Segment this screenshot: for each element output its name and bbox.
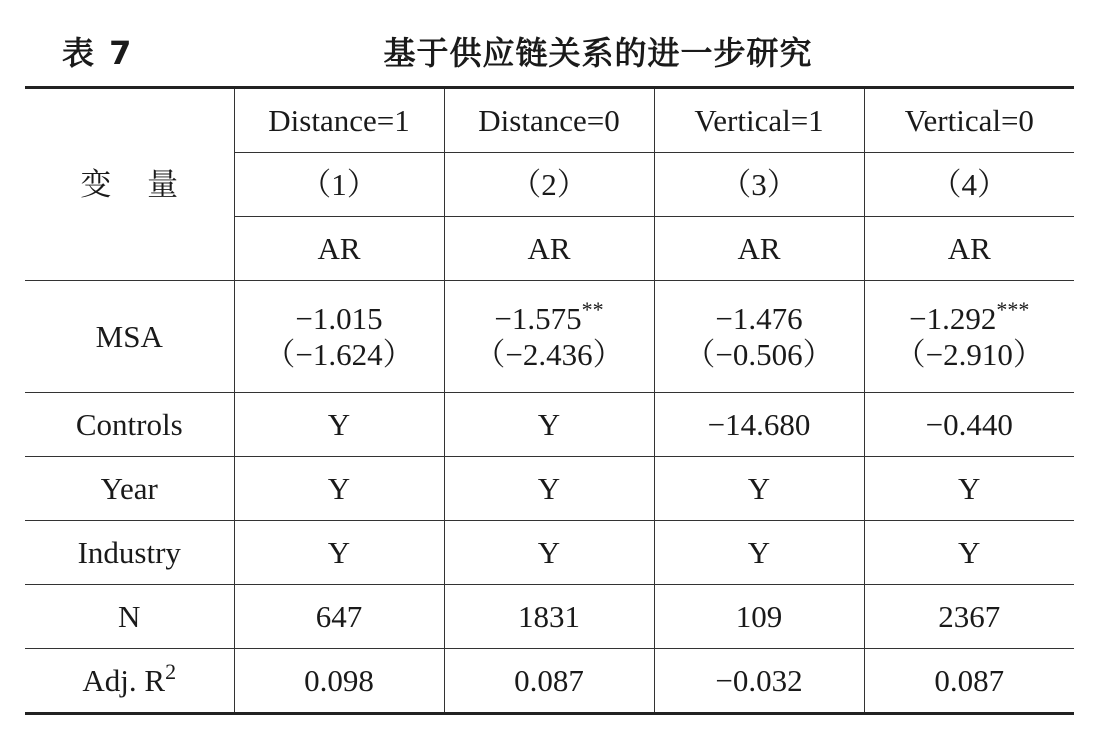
- row-label-year: Year: [25, 457, 234, 521]
- industry-cell-2: Y: [444, 521, 654, 585]
- msa-cell-1: [234, 281, 444, 393]
- model-number-3: （3）: [654, 153, 864, 217]
- row-label-msa: MSA: [25, 281, 234, 393]
- table-row-industry: [25, 521, 1074, 585]
- n-cell-4: 2367: [864, 585, 1074, 649]
- msa-coef-value-4: −1.292: [909, 300, 997, 336]
- group-header-2: Distance=0: [444, 88, 654, 153]
- adjr2-label-sup: 2: [165, 658, 177, 684]
- industry-cell-3: Y: [654, 521, 864, 585]
- group-header-4: Vertical=0: [864, 88, 1074, 153]
- group-header-3: Vertical=1: [654, 88, 864, 153]
- year-cell-4: Y: [864, 457, 1074, 521]
- table-caption: [0, 20, 1106, 80]
- table-title: 基于供应链关系的进一步研究: [383, 34, 813, 72]
- msa-coef-1: [235, 301, 444, 337]
- msa-coef-value-1: −1.015: [295, 300, 383, 336]
- msa-stars-4: ***: [996, 296, 1030, 322]
- regression-table: [25, 86, 1074, 715]
- year-cell-1: Y: [234, 457, 444, 521]
- adjr2-cell-3: −0.032: [654, 649, 864, 714]
- msa-coef-3: [655, 301, 864, 337]
- industry-cell-1: Y: [234, 521, 444, 585]
- year-cell-3: Y: [654, 457, 864, 521]
- year-cell-2: Y: [444, 457, 654, 521]
- row-label-n: N: [25, 585, 234, 649]
- table-row-controls: [25, 393, 1074, 457]
- model-number-1: （1）: [234, 153, 444, 217]
- table-number: 表 7: [62, 34, 134, 72]
- controls-cell-4: −0.440: [864, 393, 1074, 457]
- table-row-msa: [25, 281, 1074, 393]
- header-row-groups: [25, 88, 1074, 153]
- controls-cell-1: Y: [234, 393, 444, 457]
- n-cell-3: 109: [654, 585, 864, 649]
- model-number-2: （2）: [444, 153, 654, 217]
- msa-tstat-3: （−0.506）: [684, 336, 834, 372]
- controls-cell-3: −14.680: [654, 393, 864, 457]
- msa-coef-4: [865, 296, 1075, 337]
- dependent-var-2: AR: [444, 217, 654, 281]
- table-row-year: [25, 457, 1074, 521]
- controls-cell-2: Y: [444, 393, 654, 457]
- group-header-1: Distance=1: [234, 88, 444, 153]
- msa-tstat-1: （−1.624）: [264, 336, 414, 372]
- msa-stars-2: **: [581, 296, 604, 322]
- adjr2-cell-2: 0.087: [444, 649, 654, 714]
- table-row-n: [25, 585, 1074, 649]
- row-label-adjr2: [25, 649, 234, 714]
- row-label-industry: Industry: [25, 521, 234, 585]
- adjr2-label-text: Adj. R: [82, 662, 166, 698]
- msa-cell-4: [864, 281, 1074, 393]
- msa-tstat-2: （−2.436）: [474, 336, 624, 372]
- dependent-var-1: AR: [234, 217, 444, 281]
- dependent-var-3: AR: [654, 217, 864, 281]
- dependent-var-4: AR: [864, 217, 1074, 281]
- variable-header: [25, 88, 234, 281]
- msa-coef-value-3: −1.476: [715, 300, 803, 336]
- industry-cell-4: Y: [864, 521, 1074, 585]
- table-row-adjr2: [25, 649, 1074, 714]
- row-label-controls: Controls: [25, 393, 234, 457]
- msa-tstat-4: （−2.910）: [894, 336, 1044, 372]
- adjr2-cell-4: 0.087: [864, 649, 1074, 714]
- msa-cell-3: [654, 281, 864, 393]
- msa-cell-2: [444, 281, 654, 393]
- adjr2-cell-1: 0.098: [234, 649, 444, 714]
- n-cell-1: 647: [234, 585, 444, 649]
- msa-coef-2: [445, 296, 654, 337]
- model-number-4: （4）: [864, 153, 1074, 217]
- msa-coef-value-2: −1.575: [494, 300, 582, 336]
- variable-header-label: 变 量: [80, 166, 193, 202]
- n-cell-2: 1831: [444, 585, 654, 649]
